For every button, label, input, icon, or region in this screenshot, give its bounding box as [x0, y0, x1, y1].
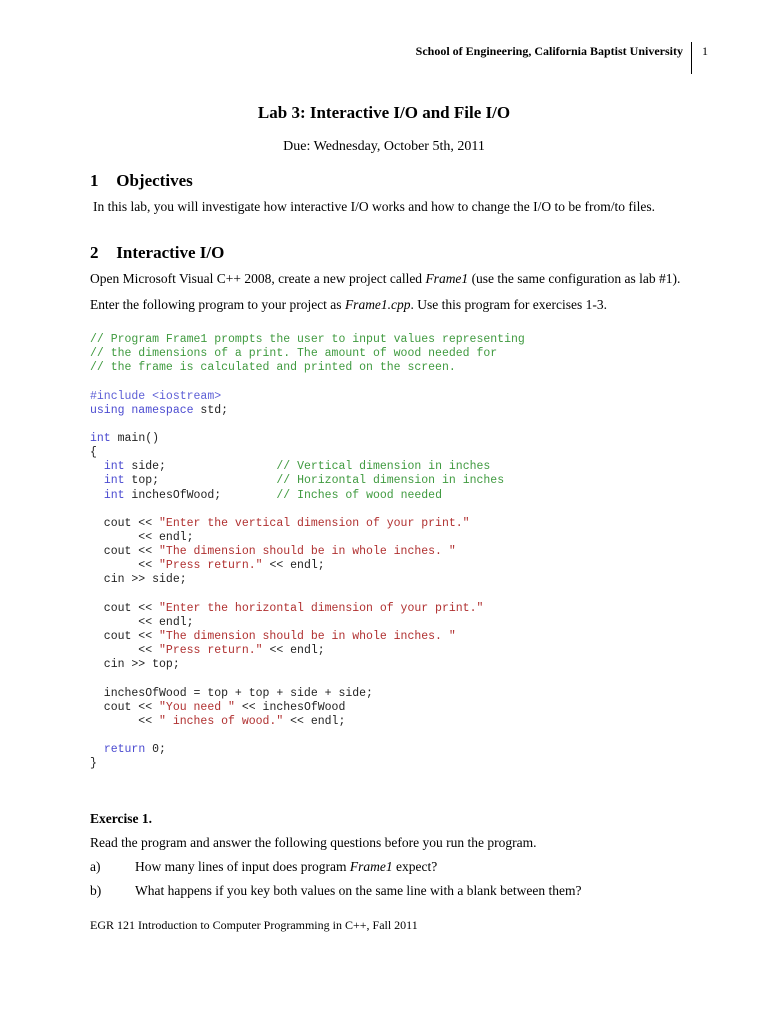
question-item: [90, 883, 582, 899]
code-line: [90, 588, 710, 602]
code-token: [90, 460, 104, 473]
code-line: [90, 432, 710, 446]
code-token: // Program Frame1 prompts the user to input values representing: [90, 333, 525, 346]
code-token: "You need ": [159, 700, 235, 714]
code-line: [90, 474, 710, 488]
code-token: [90, 489, 104, 502]
code-token: using namespace: [90, 403, 194, 417]
question-text: [135, 883, 582, 899]
code-token: cout <<: [90, 601, 160, 615]
code-token: cin >> side;: [90, 573, 187, 587]
exercise-title: Exercise 1.: [90, 811, 152, 826]
page-header: [416, 42, 708, 76]
code-token: "Enter the vertical dimension of your print.": [159, 516, 470, 530]
code-token: << endl;: [262, 559, 325, 573]
code-token: top;: [124, 474, 277, 488]
code-token: [90, 474, 104, 487]
question-text-part: What happens if you key both values on the same line with a blank between them?: [135, 883, 582, 898]
code-line: [90, 333, 710, 347]
document-title: Lab 3: Interactive I/O and File I/O: [257, 103, 511, 122]
code-token: cout <<: [90, 516, 160, 530]
code-token: // the dimensions of a print. The amount of wood needed for: [90, 347, 498, 361]
code-line: [90, 531, 710, 545]
code-token: << inchesOfWood: [234, 700, 346, 714]
code-line: [90, 446, 710, 460]
code-token: [90, 743, 104, 756]
code-token: {: [90, 446, 97, 460]
question-text-part: How many lines of input does program: [135, 859, 350, 874]
code-token: << endl;: [283, 714, 346, 728]
code-token: inchesOfWood;: [124, 488, 277, 502]
code-line: [90, 418, 710, 432]
code-token: // Inches of wood needed: [276, 488, 442, 502]
code-line: [90, 616, 710, 630]
code-token: cout <<: [90, 545, 160, 559]
section-number: 1: [90, 171, 99, 190]
section-number: 2: [90, 243, 99, 262]
file-name: Frame1.cpp: [344, 297, 411, 312]
code-listing: [90, 333, 710, 771]
code-token: "The dimension should be in whole inches. ": [159, 629, 456, 643]
code-token: side;: [124, 460, 277, 474]
code-token: "The dimension should be in whole inches. ": [159, 545, 456, 559]
code-line: [90, 489, 710, 503]
code-line: [90, 375, 710, 389]
code-line: [90, 658, 710, 672]
code-line: [90, 404, 710, 418]
code-token: cout <<: [90, 629, 160, 643]
code-token: " inches of wood.": [159, 714, 284, 728]
code-line: [90, 729, 710, 743]
header-divider: [691, 42, 692, 74]
code-token: <<: [90, 714, 160, 728]
question-marker: a): [90, 859, 101, 874]
code-token: << endl;: [90, 615, 194, 629]
code-line: [90, 559, 710, 573]
code-token: << endl;: [90, 530, 194, 544]
code-line: [90, 630, 710, 644]
section-title: Objectives: [116, 171, 193, 190]
code-token: // Vertical dimension in inches: [276, 460, 491, 474]
code-token: int: [103, 488, 125, 502]
interactive-io-intro: [90, 266, 690, 318]
code-line: [90, 672, 710, 686]
question-item: [90, 859, 437, 875]
intro-text: (use the same configuration as lab #1). Enter the following program to your project as: [90, 271, 681, 312]
page-number: 1: [702, 44, 708, 58]
code-line: [90, 757, 710, 771]
intro-text: . Use this program for exercises 1-3.: [410, 297, 607, 312]
exercise-intro: Read the program and answer the following questions before you run the program.: [90, 835, 537, 850]
code-token: cin >> top;: [90, 658, 180, 672]
code-token: main(): [110, 431, 160, 445]
code-token: int: [103, 474, 125, 488]
code-token: "Enter the horizontal dimension of your print.": [159, 601, 484, 615]
code-line: [90, 602, 710, 616]
code-token: cout <<: [90, 700, 160, 714]
code-line: [90, 390, 710, 404]
question-text-part: expect?: [392, 859, 438, 874]
due-date: Due: Wednesday, October 5th, 2011: [283, 139, 485, 154]
code-token: return: [103, 743, 146, 757]
code-line: [90, 460, 710, 474]
code-line: [90, 743, 710, 757]
program-name: Frame1: [349, 859, 393, 874]
code-token: <<: [90, 559, 160, 573]
code-token: }: [90, 757, 97, 771]
code-line: [90, 573, 710, 587]
code-line: [90, 715, 710, 729]
code-token: int: [103, 460, 125, 474]
project-name: Frame1: [425, 271, 469, 286]
code-token: <<: [90, 644, 160, 658]
code-line: [90, 644, 710, 658]
code-line: [90, 687, 710, 701]
code-token: 0;: [145, 743, 166, 757]
code-token: #include <iostream>: [90, 389, 222, 403]
question-text: [135, 859, 437, 875]
page-footer: EGR 121 Introduction to Computer Programming in C++, Fall 2011: [90, 918, 418, 932]
code-token: // Horizontal dimension in inches: [276, 474, 505, 488]
code-line: [90, 503, 710, 517]
code-token: inchesOfWood = top + top + side + side;: [90, 686, 373, 700]
section-title: Interactive I/O: [116, 243, 225, 262]
objectives-text: In this lab, you will investigate how interactive I/O works and how to change the I/O to be from/to files.: [93, 199, 655, 214]
code-token: "Press return.": [159, 559, 263, 573]
code-token: "Press return.": [159, 644, 263, 658]
code-line: [90, 517, 710, 531]
section-heading-objectives: [90, 171, 193, 191]
section-heading-interactive-io: [90, 243, 224, 263]
code-token: << endl;: [262, 644, 325, 658]
code-token: std;: [193, 403, 229, 417]
code-line: [90, 347, 710, 361]
intro-text: Open Microsoft Visual C++ 2008, create a new project called: [90, 271, 426, 286]
code-token: int: [90, 431, 111, 445]
code-line: [90, 545, 710, 559]
code-line: [90, 361, 710, 375]
question-marker: b): [90, 883, 102, 898]
code-line: [90, 701, 710, 715]
code-token: // the frame is calculated and printed on the screen.: [90, 361, 456, 375]
header-institution: School of Engineering, California Baptist University: [415, 44, 683, 58]
